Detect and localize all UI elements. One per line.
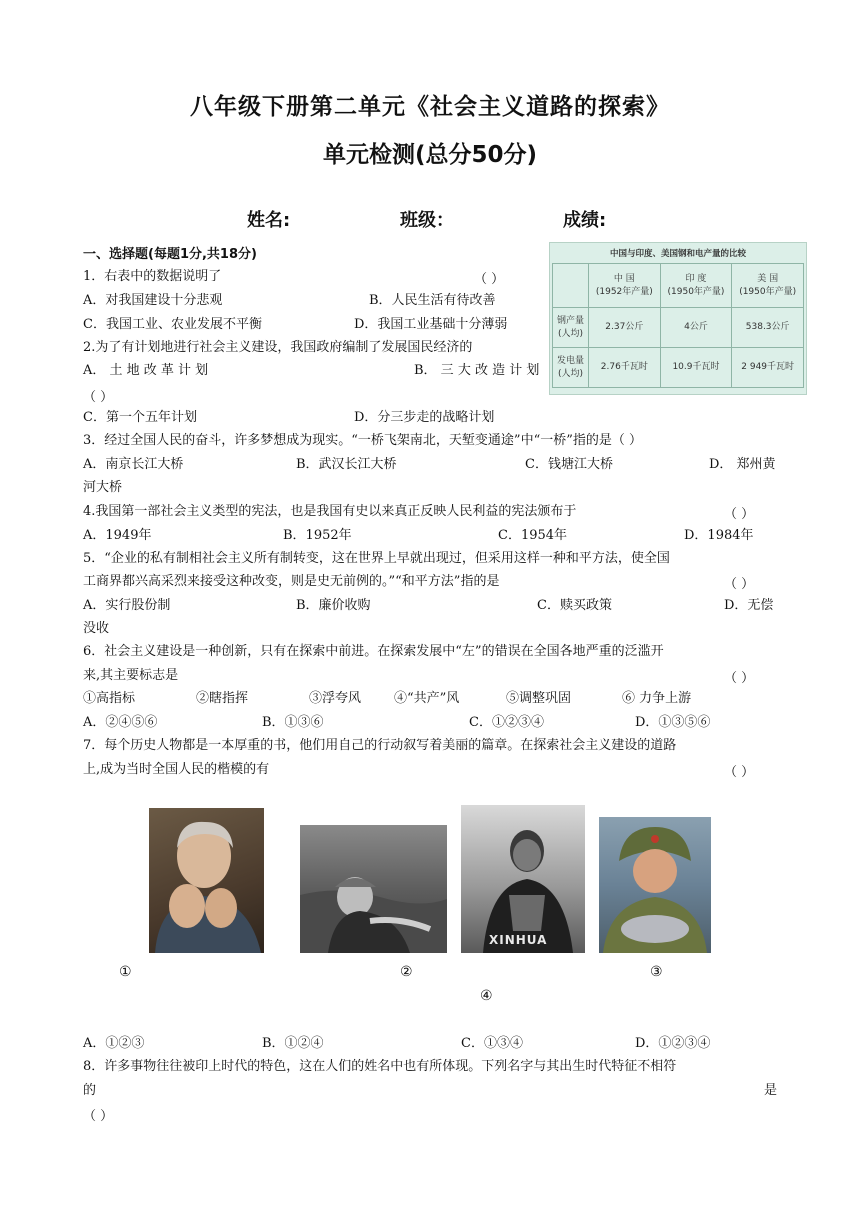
q8-stem-line2-end: 是 [764,1083,778,1098]
q1-stem: 1．右表中的数据说明了 [83,269,222,284]
q7-option-a: A．①②③ [83,1036,145,1051]
table-caption: 中国与印度、美国钢和电产量的比较 [609,249,746,259]
q6-stem-line2: 来,其主要标志是 [83,668,179,683]
q4-stem: 4.我国第一部社会主义类型的宪法，也是我国有史以来真正反映人民利益的宪法颁布于 [83,504,577,519]
q6-item: ⑥ 力争上游 [622,691,692,706]
comparison-table [549,242,807,395]
table-header: 中 国 (1952年产量) [589,264,661,308]
q5-option-c: C．赎买政策 [537,598,612,613]
q1-answer-blank: （ ） [474,272,505,287]
q5-option-a: A．实行股份制 [83,598,171,613]
q2-option-b: B． 三 大 改 造 计 划 [414,363,540,378]
row-label: 钢产量 (人均) [553,308,589,348]
photo-portrait-2 [300,825,447,953]
q8-stem-line2: 的 [83,1083,97,1098]
q5-option-d: D．无偿 [724,598,774,613]
q6-answer-blank: （ ） [724,671,755,686]
photo-portrait-4 [599,817,711,953]
table-cell: 2 949千瓦时 [732,348,804,388]
q5-stem-line2: 工商界都兴高采烈来接受这种改变，则是史无前例的。”“和平方法”指的是 [83,574,500,589]
name-field-label: 姓名: [247,210,291,231]
q5-stem-line1: 5．“企业的私有制相社会主义所有制转变，这在世界上早就出现过，但采用这样一种和平方法，使全国 [83,551,670,566]
table-cell: 2.76千瓦时 [589,348,661,388]
q6-option-d: D．①③⑤⑥ [635,715,711,730]
q3-option-a: A．南京长江大桥 [83,457,184,472]
table-header: 印 度 (1950年产量) [660,264,732,308]
q3-option-c: C．钱塘江大桥 [525,457,613,472]
q3-stem: 3．经过全国人民的奋斗，许多梦想成为现实。“一桥飞架南北，天堑变通途”中“一桥”指的是（ ） [83,433,642,448]
q2-option-c: C．第一个五年计划 [83,410,197,425]
q1-option-a: A．对我国建设十分悲观 [83,293,223,308]
photo-portrait-1 [149,808,264,953]
q7-stem-line1: 7．每个历史人物都是一本厚重的书，他们用自己的行动叙写着美丽的篇章。在探索社会主义建设的道路 [83,738,677,753]
q6-option-a: A．②④⑤⑥ [83,715,158,730]
q4-answer-blank: （ ） [724,507,755,522]
page-subtitle: 单元检测(总分50分) [322,142,538,168]
q2-answer-blank: （ ） [83,390,114,405]
photo-watermark: XINHUA [489,933,548,947]
q5-option-b: B．廉价收购 [296,598,371,613]
photo-label-3: ③ [650,964,663,980]
q7-option-b: B．①②④ [262,1036,324,1051]
table-cell: 4公斤 [660,308,732,348]
q1-option-d: D．我国工业基础十分薄弱 [354,317,508,332]
page-title: 八年级下册第二单元《社会主义道路的探索》 [190,94,670,120]
table-cell: 2.37公斤 [589,308,661,348]
q2-stem: 2.为了有计划地进行社会主义建设，我国政府编制了发展国民经济的 [83,340,473,355]
q6-item: ②瞎指挥 [196,691,249,706]
q2-option-d: D．分三步走的战略计划 [354,410,495,425]
photo-label-1: ① [119,964,132,980]
q4-option-b: B．1952年 [283,528,352,543]
q1-option-c: C．我国工业、农业发展不平衡 [83,317,262,332]
class-field-label: 班级： [400,210,454,231]
q1-option-b: B．人民生活有待改善 [369,293,496,308]
q3-option-b: B．武汉长江大桥 [296,457,397,472]
q8-stem-line1: 8．许多事物往往被印上时代的特色，这在人们的姓名中也有所体现。下列名字与其出生时代特征不相符 [83,1059,677,1074]
section-heading: 一、选择题(每题1分,共18分) [83,247,257,262]
q6-stem-line1: 6．社会主义建设是一种创新，只有在探索中前进。在探索发展中“左”的错误在全国各地严重的泛滥开 [83,644,664,659]
q4-option-a: A．1949年 [83,528,152,543]
q6-item: ⑤调整巩固 [506,691,572,706]
q5-option-d-cont: 没收 [83,621,110,636]
q2-option-a: A． 土 地 改 革 计 划 [83,363,209,378]
table-cell: 538.3公斤 [732,308,804,348]
q4-option-d: D．1984年 [684,528,754,543]
q7-option-d: D．①②③④ [635,1036,711,1051]
photo-portrait-3 [461,805,585,953]
q6-item: ③浮夸风 [309,691,362,706]
table-header: 美 国 (1950年产量) [732,264,804,308]
q6-item: ①高指标 [83,691,136,706]
table-cell: 10.9千瓦时 [660,348,732,388]
q7-stem-line2: 上,成为当时全国人民的楷模的有 [83,762,270,777]
photo-label-2: ② [400,964,413,980]
q6-item: ④“共产”风 [394,691,460,706]
score-field-label: 成绩: [563,210,607,231]
q7-option-c: C．①③④ [461,1036,523,1051]
q6-option-c: C．①②③④ [469,715,544,730]
q7-answer-blank: （ ） [724,765,755,780]
q8-answer-blank: （ ） [83,1109,114,1124]
photo-label-4: ④ [480,988,493,1004]
row-label: 发电量 (人均) [553,348,589,388]
q3-option-d: D． 郑州黄 [709,457,776,472]
q5-answer-blank: （ ） [724,577,755,592]
q4-option-c: C．1954年 [498,528,568,543]
q3-option-d-cont: 河大桥 [83,480,123,495]
q6-option-b: B．①③⑥ [262,715,324,730]
